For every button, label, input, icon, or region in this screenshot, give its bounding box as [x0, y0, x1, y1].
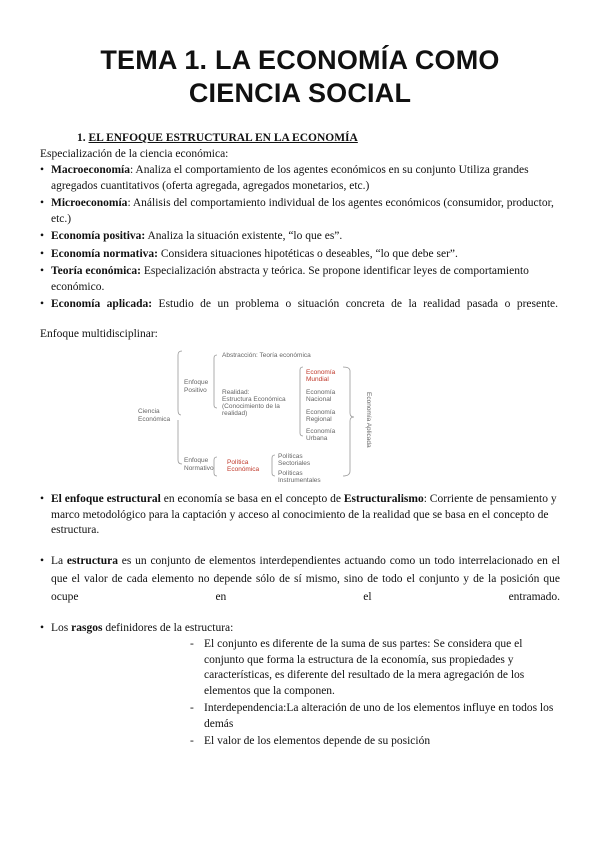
section-heading	[77, 131, 358, 147]
definition-sep: :	[127, 197, 131, 209]
diagram-nacional-1: Economía	[306, 389, 336, 396]
definition-term: Economía normativa:	[51, 247, 159, 260]
diagram-ciencia-2: Económica	[138, 416, 171, 423]
diagram-regional-2: Regional	[306, 416, 332, 423]
traits-pre: Los	[51, 622, 72, 634]
structure-term: estructura	[66, 555, 119, 567]
definitions-list	[40, 163, 558, 315]
structural-list-1	[40, 492, 558, 541]
page-title	[0, 44, 600, 110]
diagram-instrumentales-1: Políticas	[278, 470, 303, 477]
list-item: - El valor de los elementos depende de su posición	[188, 734, 560, 750]
diagram-normativo-1: Enfoque	[184, 457, 209, 464]
definition-term: Macroeconomía	[51, 164, 130, 176]
list-item	[40, 621, 558, 637]
diagram-abstraccion: Abstracción: Teoría económica	[222, 352, 311, 359]
list-item: - El conjunto es diferente de la suma de sus partes: Se considera que el conjunto que forma la estructura de la economía, sus propiedades y características, es diferente del resultado de la mera agregación de los elementos que la componen.	[188, 637, 560, 699]
multidisciplinary-label: Enfoque multidisciplinar:	[40, 328, 158, 340]
diagram-politica-1: Política	[227, 459, 249, 466]
diagram-aplicada: Economía Aplicada	[365, 392, 372, 448]
structure-rest: es un conjunto de elementos interdependientes actuando como un todo interrelacionado en el que el valor de cada elemento no depende sólo de sí mismo, sino de todo el conjunto y de la posición que ocupe en el entramado.	[51, 555, 560, 603]
diagram-urbana-2: Urbana	[306, 435, 328, 442]
diagram-regional-1: Economía	[306, 409, 336, 416]
diagram-realidad-3: (Conocimiento de la	[222, 403, 280, 410]
applied-bracket	[343, 367, 354, 476]
list-item	[40, 229, 558, 245]
definition-term: Teoría económica:	[51, 265, 141, 277]
diagram-mundial-2: Mundial	[306, 376, 329, 383]
diagram-realidad-1: Realidad:	[222, 389, 250, 396]
normative-bracket	[214, 457, 217, 476]
diagram-mundial-1: Economía	[306, 369, 336, 376]
main-bracket-lower	[178, 420, 182, 464]
diagram-ciencia-1: Ciencia	[138, 408, 160, 415]
traits-rest: definidores de la estructura:	[102, 622, 234, 634]
diagram-sectoriales-2: Sectoriales	[278, 460, 311, 467]
diagram-positivo-1: Enfoque	[184, 379, 209, 386]
structural-rest: : Corriente de pensamiento y marco metodológico para la captación y acceso al conocimiento de la realidad que se basa en el concepto de estructura.	[51, 493, 557, 536]
diagram-politica-2: Económica	[227, 466, 260, 473]
economies-bracket	[300, 367, 303, 436]
diagram-realidad-2: Estructura Económica	[222, 396, 286, 403]
list-item	[40, 196, 558, 227]
definition-term: Microeconomía	[51, 197, 128, 209]
list-item	[40, 297, 558, 313]
diagram-instrumentales-2: Instrumentales	[278, 477, 321, 484]
structure-pre: La	[51, 555, 67, 567]
positive-bracket	[214, 355, 217, 408]
definition-text: Analiza la situación existente, “lo que es”.	[145, 230, 343, 242]
structural-term: El enfoque estructural	[51, 493, 161, 505]
list-item	[40, 552, 560, 606]
list-item	[40, 264, 558, 295]
definition-text: Especialización abstracta y teórica. Se propone identificar leyes de comportamiento económico.	[51, 265, 529, 293]
diagram-nacional-2: Nacional	[306, 396, 332, 403]
diagram-positivo-2: Positivo	[184, 387, 207, 394]
list-item: - Interdependencia:La alteración de uno de los elementos influye en todos los demás	[188, 701, 560, 732]
definition-text: Considera situaciones hipotéticas o deseables, “lo que debe ser”.	[158, 247, 458, 260]
structural-list-3	[40, 621, 558, 639]
title-line-2: CIENCIA SOCIAL	[188, 78, 412, 108]
definition-text: Análisis del comportamiento individual de los agentes económicos (consumidor, productor, etc.)	[51, 197, 554, 225]
multidisciplinary-diagram	[138, 345, 388, 485]
main-bracket	[178, 351, 182, 415]
list-item	[40, 163, 558, 194]
definition-term: Economía aplicada:	[51, 298, 153, 310]
traits-list	[188, 637, 560, 752]
structural-term-2: Estructuralismo	[343, 493, 424, 505]
diagram-urbana-1: Economía	[306, 428, 336, 435]
diagram-sectoriales-1: Políticas	[278, 453, 303, 460]
section-intro: Especialización de la ciencia económica:	[40, 148, 229, 160]
definition-text: Analiza el comportamiento de los agentes económicos en su conjunto Utiliza grandes agregados cuantitativos (oferta agregada, agregados monetarios, etc.)	[51, 164, 529, 192]
section-heading-text: EL ENFOQUE ESTRUCTURAL EN LA ECONOMÍA	[88, 132, 358, 144]
definition-sep: :	[129, 164, 134, 176]
list-item	[40, 247, 558, 263]
diagram-realidad-4: realidad)	[222, 410, 248, 417]
title-line-1: TEMA 1. LA ECONOMÍA COMO	[100, 45, 500, 75]
policies-bracket	[272, 455, 275, 476]
structural-list-2	[40, 552, 560, 608]
definition-term: Economía positiva:	[51, 230, 146, 242]
diagram-normativo-2: Normativo	[184, 465, 214, 472]
section-number: 1.	[77, 132, 86, 144]
structural-mid: en economía se basa en el concepto de	[160, 493, 344, 505]
list-item	[40, 492, 558, 539]
traits-term: rasgos	[71, 622, 103, 634]
definition-text: Estudio de un problema o situación concreta de la realidad pasada o presente.	[152, 298, 559, 310]
